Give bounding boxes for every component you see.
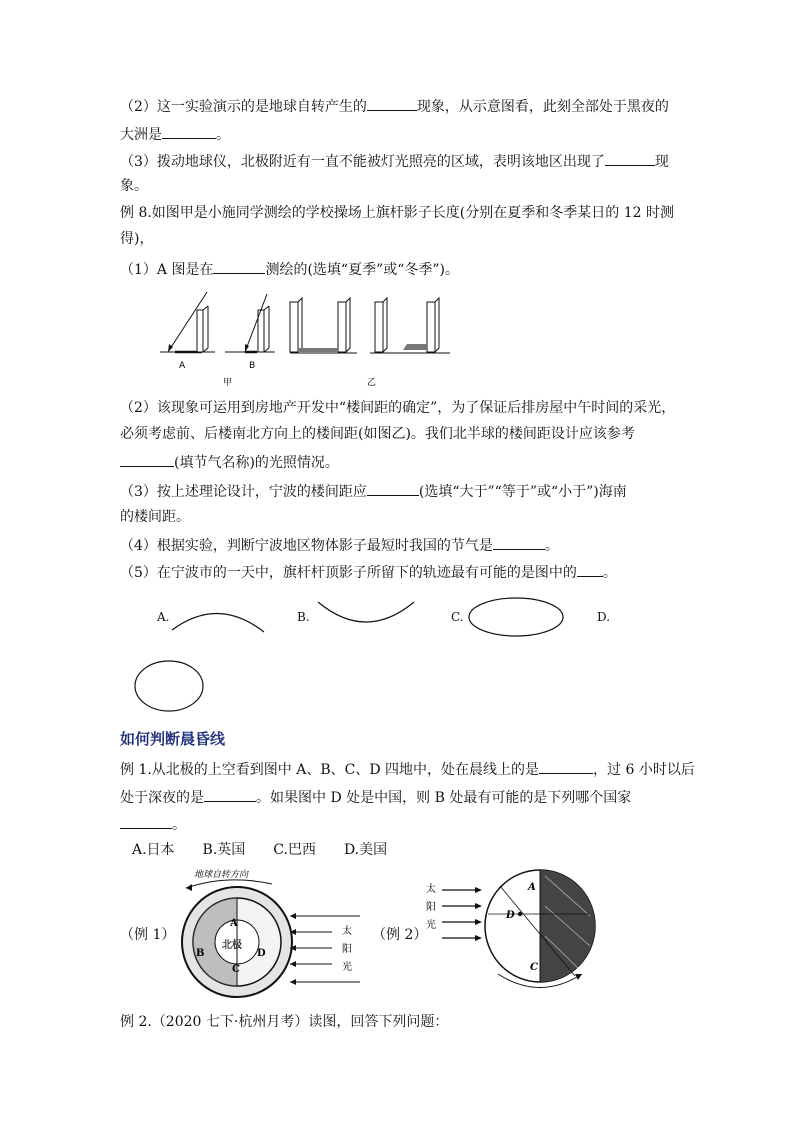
answer-blank[interactable]	[204, 786, 256, 802]
point-d2: D	[506, 910, 515, 921]
shadow-figure	[155, 290, 465, 390]
ex8-sub-2-l3: (填节气名称)的光照情况。	[120, 451, 339, 473]
ex8-sub-3-l2: 的楼间距。	[120, 509, 190, 525]
ex2-line-1: 例 2.（2020 七下·杭州月考）读图，回答下列问题：	[120, 1014, 449, 1030]
option-d-circle	[132, 658, 206, 714]
sun-char-1: 太	[342, 926, 352, 937]
ex8-sub-4: （4）根据实验，判断宁波地区物体影子最短时我国的节气是 。	[120, 534, 559, 556]
point-a: A	[230, 918, 238, 929]
q3-line-2: 象。	[120, 178, 148, 194]
point-c2: C	[530, 962, 538, 973]
point-c: C	[232, 964, 240, 975]
ex8-sub-1: （1）A 图是在 测绘的(选填“夏季”或“冬季”)。	[120, 258, 459, 280]
answer-blank[interactable]	[367, 95, 417, 111]
point-d: D	[257, 948, 266, 959]
answer-blank[interactable]	[120, 451, 174, 467]
answer-blank[interactable]	[577, 561, 603, 577]
option-b-label[interactable]: B.	[297, 610, 310, 624]
ex1-line-3: 。	[120, 813, 186, 835]
q2-line-1: （2）这一实验演示的是地球自转产生的 现象，从示意图看，此刻全部处于黑夜的	[120, 95, 669, 117]
section-title: 如何判断晨昏线	[120, 730, 226, 748]
option-a-arc	[168, 606, 268, 636]
point-a2: A	[528, 882, 536, 893]
option-d-label[interactable]: D.	[597, 610, 611, 624]
answer-blank[interactable]	[120, 813, 172, 829]
answer-blank[interactable]	[539, 758, 593, 774]
ex8-sub-2-l2: 必须考虑前、后楼南北方向上的楼间距(如图乙)。我们北半球的楼间距设计应该参考	[120, 426, 635, 442]
answer-blank[interactable]	[213, 258, 265, 274]
option-a-label[interactable]: A.	[157, 610, 170, 624]
option-c-ellipse	[467, 596, 565, 638]
sun-char-6: 光	[426, 920, 436, 931]
earth-rotation-figure-1	[172, 866, 372, 1006]
q3-line-1: （3）拨动地球仪，北极附近有一直不能被灯光照亮的区域，表明该地区出现了 现	[120, 150, 669, 172]
option-b-arc	[314, 598, 418, 628]
ex8-stem-1: 例 8.如图甲是小施同学测绘的学校操场上旗杆影子长度(分别在夏季和冬季某日的 12 时测	[120, 205, 674, 221]
answer-blank[interactable]	[493, 534, 545, 550]
fig-label-b: B	[249, 361, 256, 371]
fig1-label: （例 1）	[120, 927, 176, 943]
north-pole-label: 北极	[222, 940, 242, 951]
answer-blank[interactable]	[162, 123, 216, 139]
ex1-line-2: 处于深夜的是 。如果图中 D 处是中国，则 B 处最有可能的是下列哪个国家	[120, 786, 631, 808]
fig-label-a: A	[179, 361, 186, 371]
q2-line-2: 大洲是 。	[120, 123, 230, 145]
ex8-sub-5: （5）在宁波市的一天中，旗杆杆顶影子所留下的轨迹最有可能的是图中的 。	[120, 561, 617, 583]
sun-char-2: 阳	[342, 944, 352, 955]
fig2-label: （例 2）	[372, 927, 428, 943]
earth-rotation-figure-2	[420, 866, 610, 1006]
ex1-choices: A.日本 B.英国 C.巴西 D.美国	[132, 842, 388, 858]
answer-blank[interactable]	[367, 480, 419, 496]
sun-char-3: 光	[342, 962, 352, 973]
answer-blank[interactable]	[605, 150, 655, 166]
sun-char-4: 太	[426, 884, 436, 895]
option-c-label[interactable]: C.	[451, 610, 464, 624]
ex8-stem-2: 得)，	[120, 231, 154, 247]
ex8-sub-3-l1: （3）按上述理论设计，宁波的楼间距应 (选填“大于”“等于”或“小于”)海南	[120, 480, 627, 502]
fig-label-jia: 甲	[223, 378, 233, 388]
sun-char-5: 阳	[426, 902, 436, 913]
ex8-sub-2-l1: （2）该现象可运用到房地产开发中“楼间距的确定”，为了保证后排房屋中午时间的采光，	[120, 400, 676, 416]
fig-label-yi: 乙	[367, 378, 377, 388]
ex1-line-1: 例 1.从北极的上空看到图中 A、B、C、D 四地中，处在晨线上的是 ，过 6 小时以后	[120, 758, 695, 780]
point-b: B	[196, 948, 205, 959]
rotation-text: 地球自转方向	[194, 870, 249, 880]
